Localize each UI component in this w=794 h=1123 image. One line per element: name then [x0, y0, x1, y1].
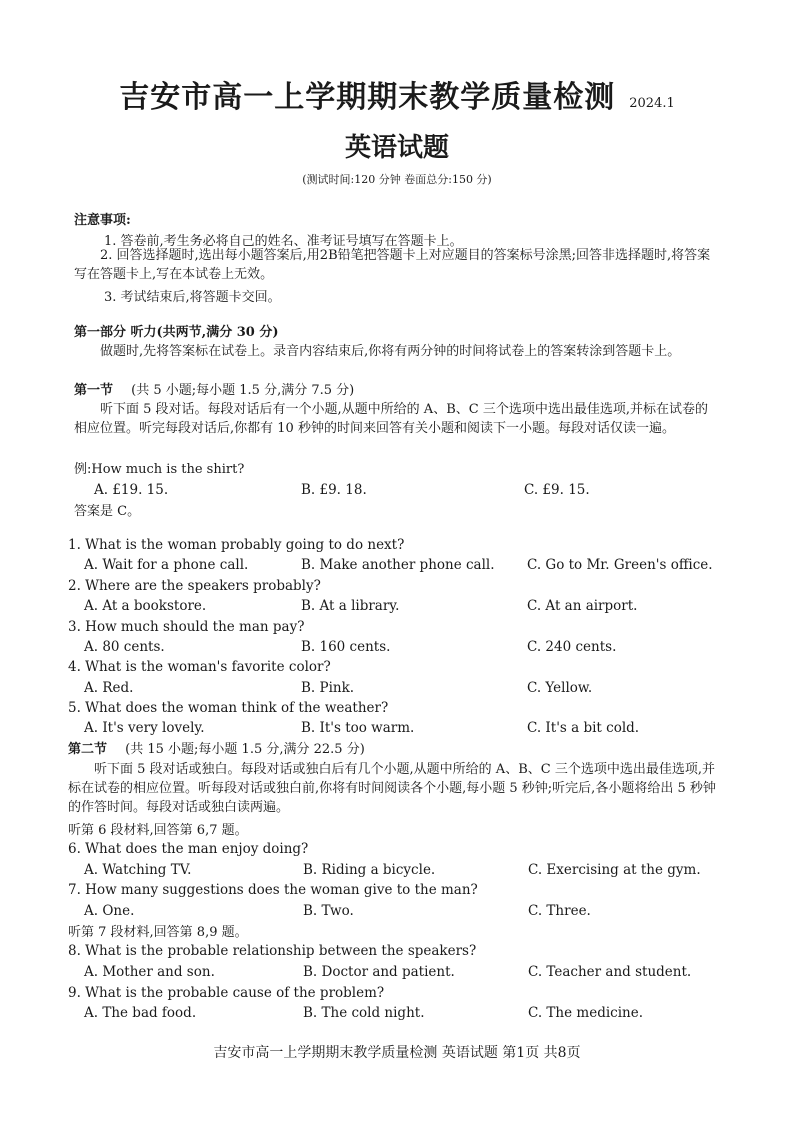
option-a: A. Watching TV.	[84, 862, 192, 878]
option-a: A. One.	[84, 903, 135, 919]
question-text: 5. What does the woman think of the weather?	[68, 700, 389, 716]
notice-item: 2. 回答选择题时,选出每小题答案后,用2B铅笔把答题卡上对应题目的答案标号涂黑;回答非选择题时,将答案写在答题卡上,写在本试卷上无效。	[74, 248, 711, 282]
option-b: B. Pink.	[301, 680, 355, 696]
exam-time-note: (测试时间:120 分钟 卷面总分:150 分)	[302, 173, 492, 186]
option-c: C. Go to Mr. Green's office.	[527, 557, 713, 573]
question-text: 1. What is the woman probably going to do next?	[68, 537, 405, 553]
option-a: A. Wait for a phone call.	[84, 557, 249, 573]
question-text: 2. Where are the speakers probably?	[68, 578, 321, 594]
section2-heading: 第二节	[68, 742, 108, 757]
section1-heading-note: (共 5 小题;每小题 1.5 分,满分 7.5 分)	[131, 383, 355, 398]
option-c: C. Teacher and student.	[528, 964, 692, 980]
option-a: A. Red.	[84, 680, 134, 696]
example-option-b: B. £9. 18.	[301, 482, 367, 498]
example-question: 例:How much is the shirt?	[74, 462, 245, 477]
question-text: 9. What is the probable cause of the problem?	[68, 985, 385, 1001]
option-a: A. It's very lovely.	[84, 720, 205, 736]
notice-item: 3. 考试结束后,将答题卡交回。	[104, 290, 281, 305]
option-c: C. 240 cents.	[527, 639, 617, 655]
notice-heading: 注意事项:	[74, 213, 131, 228]
example-option-a: A. £19. 15.	[94, 482, 169, 498]
option-b: B. Make another phone call.	[301, 557, 495, 573]
option-b: B. Riding a bicycle.	[303, 862, 436, 878]
option-b: B. Two.	[303, 903, 354, 919]
option-b: B. At a library.	[301, 598, 400, 614]
question-text: 8. What is the probable relationship between the speakers?	[68, 943, 477, 959]
part1-intro: 做题时,先将答案标在试卷上。录音内容结束后,你将有两分钟的时间将试卷上的答案转涂到答题卡上。	[100, 344, 681, 359]
option-a: A. The bad food.	[84, 1005, 197, 1021]
option-c: C. Exercising at the gym.	[528, 862, 701, 878]
part1-heading: 第一部分 听力(共两节,满分 30 分)	[74, 325, 279, 340]
option-c: C. The medicine.	[528, 1005, 644, 1021]
option-a: A. At a bookstore.	[84, 598, 207, 614]
section2-heading-note: (共 15 小题;每小题 1.5 分,满分 22.5 分)	[125, 742, 365, 757]
option-b: B. Doctor and patient.	[303, 964, 455, 980]
group-label: 听第 7 段材料,回答第 8,9 题。	[68, 925, 248, 940]
notice-item: 1. 答卷前,考生务必将自己的姓名、准考证号填写在答题卡上。	[104, 234, 463, 249]
section2-instructions: 听下面 5 段对话或独白。每段对话或独白后有几个小题,从题中所给的 A、B、C 三个选项中选出最佳选项,并标在试卷的相应位置。听每段对话或独白前,你将有时间阅读各个小题,每小题 5 秒钟;听完后,各小题将给出 5 秒钟的作答时间。每段对话或独白读两遍。	[68, 762, 716, 815]
exam-subtitle: 英语试题	[344, 133, 449, 163]
option-a: A. Mother and son.	[84, 964, 215, 980]
question-text: 6. What does the man enjoy doing?	[68, 841, 309, 857]
section1-heading-row	[74, 381, 354, 400]
page-footer: 吉安市高一上学期期末教学质量检测 英语试题 第1页 共8页	[213, 1045, 581, 1061]
question-text: 3. How much should the man pay?	[68, 619, 305, 635]
question-text: 4. What is the woman's favorite color?	[68, 659, 331, 675]
group-label: 听第 6 段材料,回答第 6,7 题。	[68, 823, 248, 838]
exam-title-text: 吉安市高一上学期期末教学质量检测	[119, 80, 616, 115]
section2-heading-row	[68, 740, 365, 759]
option-b: B. It's too warm.	[301, 720, 415, 736]
section1-heading: 第一节	[74, 383, 114, 398]
option-b: B. The cold night.	[303, 1005, 425, 1021]
exam-date: 2024.1	[629, 96, 675, 111]
option-c: C. It's a bit cold.	[527, 720, 640, 736]
section1-instructions: 听下面 5 段对话。每段对话后有一个小题,从题中所给的 A、B、C 三个选项中选出最佳选项,并标在试卷的相应位置。听完每段对话后,你都有 10 秒钟的时间来回答有关小题和阅读下一小题。每段对话仅读一遍。	[74, 402, 708, 436]
option-b: B. 160 cents.	[301, 639, 391, 655]
option-c: C. Three.	[528, 903, 591, 919]
option-c: C. At an airport.	[527, 598, 638, 614]
example-option-c: C. £9. 15.	[524, 482, 590, 498]
question-text: 7. How many suggestions does the woman give to the man?	[68, 882, 478, 898]
example-answer: 答案是 C。	[74, 504, 141, 519]
exam-title	[0, 72, 794, 116]
option-c: C. Yellow.	[527, 680, 593, 696]
option-a: A. 80 cents.	[84, 639, 165, 655]
